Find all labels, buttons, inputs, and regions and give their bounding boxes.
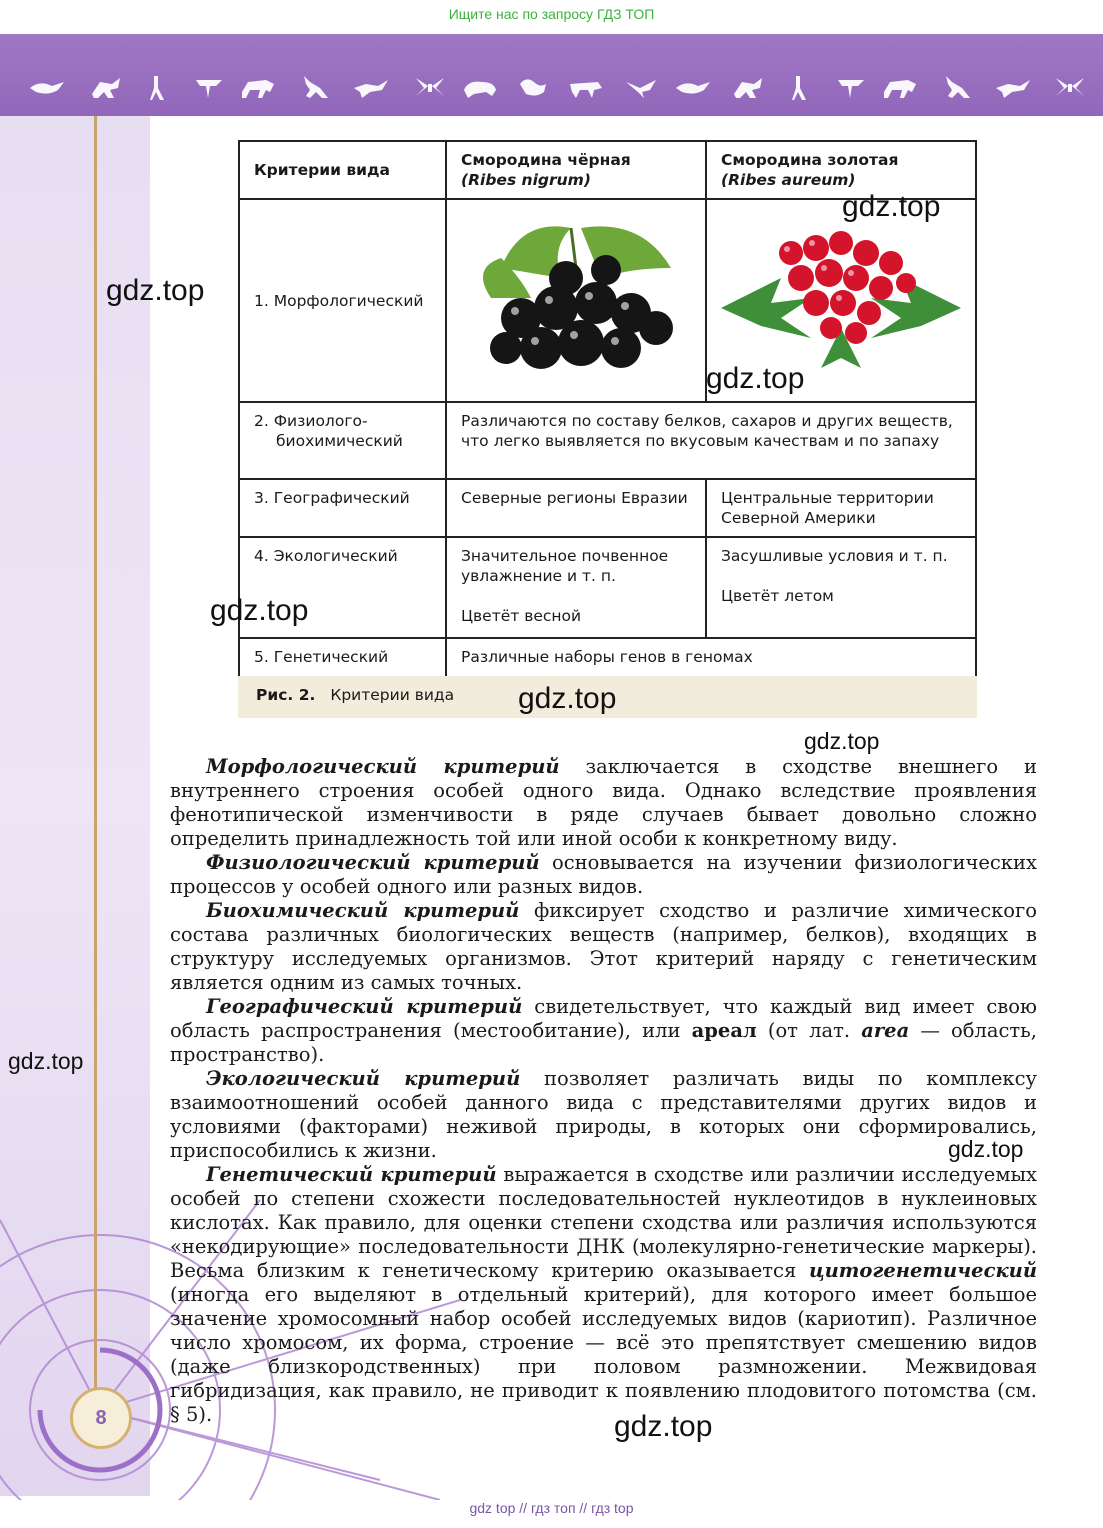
animal-icon <box>884 80 916 98</box>
black-currant-latin: (Ribes nigrum) <box>461 171 591 189</box>
top-note: Ищите нас по запросу ГДЗ ТОП <box>448 6 655 22</box>
paragraph-text: выражается в сходстве или различии исследуемых особей по степени схожести последовательностей нуклеотидов в нуклеиновых кислотах. Как правило, для оценки степени сходства или различия используются «некодирующие» последовательности ДНК (молекулярно-генетические маркеры). Весьма близким к генетическому критерию оказывается <box>170 1163 1038 1282</box>
golden-currant-latin: (Ribes aureum) <box>721 171 856 189</box>
term: Физиологический критерий <box>206 851 540 874</box>
geographic-black: Северные регионы Евразии <box>446 479 706 537</box>
animal-icon <box>92 78 120 98</box>
animal-icon <box>242 80 274 98</box>
paragraph-text: (иногда его выделяют в отдельный критерий), для которого имеет большое значение хромосомный набор особей исследуемых видов (кариотип). Различное число хромосом, их форма, строение — всё это препятствует смешению видов (даже близкородственных) при половом размножении. Межвидовая гибридизация, как правило, не приводит к появлению плодовитого потомства (см. § 5). <box>170 1283 1037 1426</box>
animal-icon <box>792 76 806 100</box>
golden-currant-name: Смородина золотая <box>721 151 899 169</box>
term-areal: ареал <box>691 1019 757 1042</box>
ecological-golden <box>706 537 976 638</box>
term: Морфологический критерий <box>206 755 560 778</box>
black-currant-image-cell <box>446 199 706 402</box>
term: Генетический критерий <box>206 1163 497 1186</box>
paragraph-morphological <box>170 755 1037 851</box>
geographic-golden: Центральные территории Северной Америки <box>706 479 976 537</box>
header-banner <box>0 34 1103 116</box>
term: Географический критерий <box>206 995 523 1018</box>
ecological-black <box>446 537 706 638</box>
term: цитогенетический <box>808 1259 1037 1282</box>
criterion-geographic: 3. Географический <box>239 479 446 537</box>
paragraph-text: (от лат. <box>756 1019 862 1042</box>
paragraph-geographic <box>170 995 1037 1067</box>
page-number: 8 <box>70 1387 132 1449</box>
watermark: gdz.top <box>842 190 941 223</box>
table-row <box>239 199 976 402</box>
watermark: gdz.top <box>518 682 617 715</box>
animal-icon <box>354 80 388 98</box>
ecological-golden-flowering: Цветёт летом <box>721 587 834 605</box>
animal-icon <box>30 82 64 94</box>
body-text <box>170 755 1037 1427</box>
paragraph-text: — область, пространство). <box>170 1019 1037 1066</box>
table-row <box>239 537 976 638</box>
physiological-description: Различаются по составу белков, сахаров и других веществ, что легко выявляется по вкусовым качествам и по запаху <box>446 402 976 479</box>
figure-caption-text: Критерии вида <box>330 686 455 704</box>
header-black-currant <box>446 141 706 199</box>
watermark: gdz.top <box>706 362 805 395</box>
criterion-physiological-line1: 2. Физиолого- <box>254 412 368 430</box>
animal-icon <box>416 78 444 96</box>
genetic-description: Различные наборы генов в геномах <box>446 638 976 684</box>
criterion-ecological: 4. Экологический <box>239 537 446 638</box>
margin-line <box>94 116 97 1388</box>
paragraph-text: основывается на изучении физиологических процессов у особей одного или разных видов. <box>170 851 1037 898</box>
paragraph-genetic <box>170 1163 1037 1427</box>
paragraph-ecological <box>170 1067 1037 1163</box>
criterion-physiological-line2: биохимический <box>276 432 403 450</box>
criterion-morphological: 1. Морфологический <box>239 199 446 402</box>
watermark: gdz.top <box>210 594 309 627</box>
watermark: gdz.top <box>804 728 880 754</box>
criterion-physiological <box>239 402 446 479</box>
animal-icon <box>150 76 164 100</box>
ecological-black-flowering: Цветёт весной <box>461 607 582 625</box>
paragraph-physiological <box>170 851 1037 899</box>
ecological-black-conditions: Значительное почвенное увлажнение и т. п. <box>461 547 669 585</box>
black-currant-name: Смородина чёрная <box>461 151 631 169</box>
paragraph-text: фиксирует сходство и различие химического состава различных биологических веществ (например, белков), входящих в структуру исследуемых организмов. Этот критерий наряду с генетическим является одним из самых точных. <box>170 899 1037 994</box>
animal-icon <box>996 80 1030 98</box>
animal-icon <box>520 79 546 95</box>
watermark: gdz.top <box>106 274 205 307</box>
black-currant-image <box>461 208 691 388</box>
animal-icon <box>304 76 328 98</box>
animal-icon <box>838 80 864 98</box>
term: Экологический критерий <box>206 1067 521 1090</box>
paragraph-biochemical <box>170 899 1037 995</box>
paragraph-text: свидетельствует, что каждый вид имеет свою область распространения (местообитание), или <box>170 995 1038 1042</box>
header-criteria: Критерии вида <box>239 141 446 199</box>
criterion-genetic: 5. Генетический <box>239 638 446 684</box>
paragraph-text: позволяет различать виды по комплексу взаимоотношений особей данного вида с представителями других видов и условиями (факторами) неживой природы, в которых они сформировались, приспособились к жизни. <box>170 1067 1037 1162</box>
animal-icon <box>676 82 710 94</box>
animal-icon <box>464 82 496 98</box>
animal-icon <box>626 80 656 98</box>
golden-currant-image <box>721 208 961 388</box>
animal-icon <box>734 78 762 98</box>
table-row <box>239 479 976 537</box>
ecological-golden-conditions: Засушливые условия и т. п. <box>721 547 948 565</box>
animal-icon <box>196 80 222 98</box>
table-row <box>239 402 976 479</box>
animal-icon <box>946 76 970 98</box>
footer: gdz top // гдз топ // гдз top <box>469 1500 634 1516</box>
latin-word: area <box>861 1019 910 1042</box>
animal-icon <box>1056 78 1084 96</box>
watermark: gdz.top <box>948 1136 1024 1162</box>
watermark: gdz.top <box>614 1410 713 1443</box>
animal-icon <box>570 82 602 98</box>
term: Биохимический критерий <box>206 899 520 922</box>
paragraph-text: заключается в сходстве внешнего и внутреннего строения особей одного вида. Однако вследствие проявления фенотипической изменчивости в ряде случаев бывает довольно сложно определить принадлежность той или иной особи к конкретному виду. <box>170 755 1037 850</box>
animal-silhouettes <box>30 74 1090 104</box>
figure-label: Рис. 2. <box>256 686 316 704</box>
watermark: gdz.top <box>8 1048 84 1074</box>
